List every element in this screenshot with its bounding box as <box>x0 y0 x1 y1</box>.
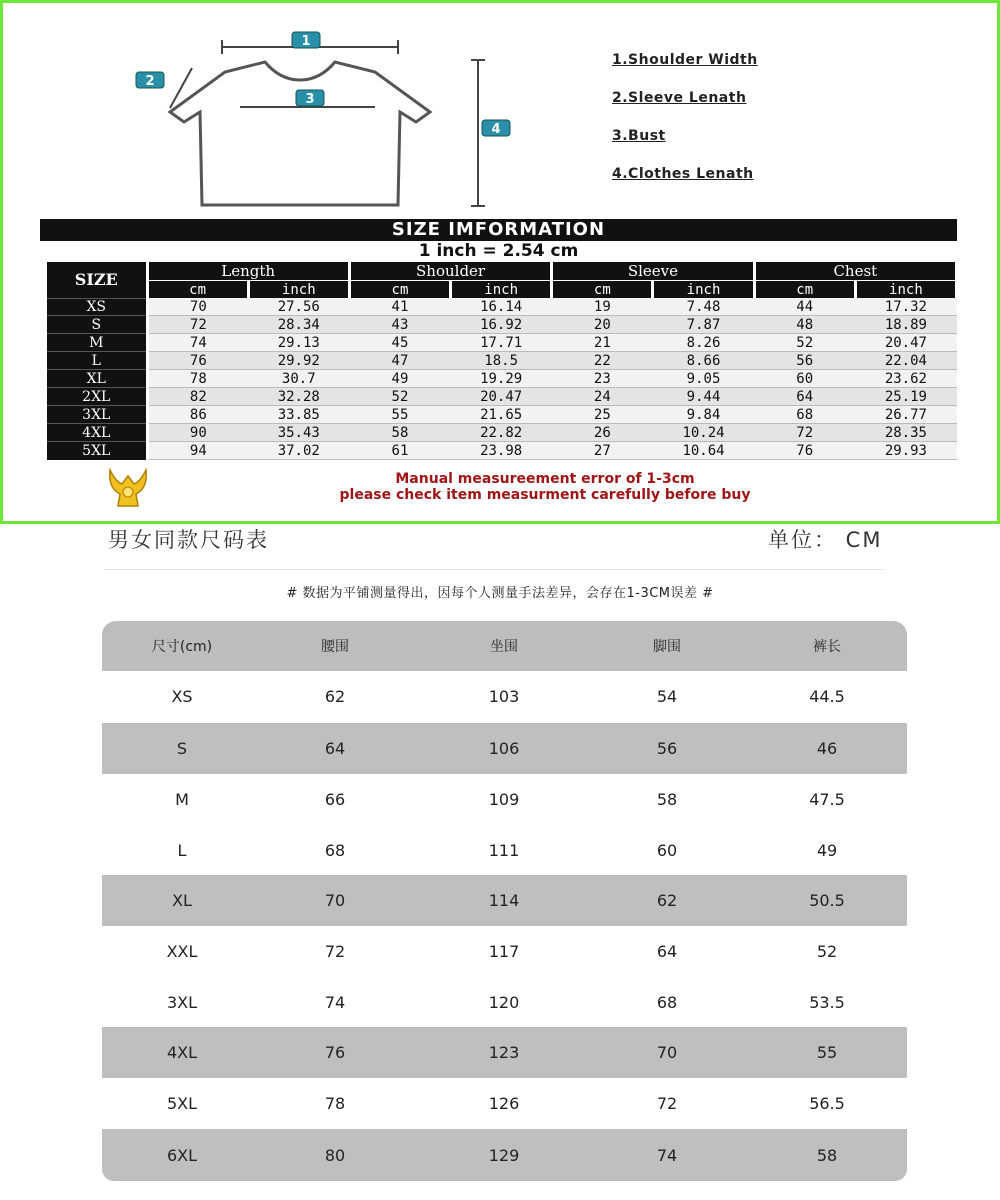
table-row <box>47 352 957 370</box>
table-cell: 55 <box>816 1043 838 1062</box>
tshirt-outline <box>170 62 430 205</box>
unit-header: inch <box>451 281 552 299</box>
table-cell: 54 <box>656 687 678 706</box>
size-label: L <box>47 352 147 370</box>
table-cell: 18.89 <box>855 316 956 334</box>
table-cell: 50.5 <box>809 891 845 910</box>
table-cell: 72 <box>324 942 346 961</box>
header-waist: 腰围 <box>321 639 349 655</box>
table-cell: 29.13 <box>248 334 349 352</box>
size-information-banner: SIZE IMFORMATION <box>40 219 957 241</box>
table-cell: 27 <box>552 442 653 460</box>
measurement-legend <box>612 52 758 204</box>
size-label: 2XL <box>47 388 147 406</box>
table-cell: 86 <box>147 406 248 424</box>
divider <box>104 569 884 570</box>
size-label: XS <box>171 687 193 706</box>
group-header-sleeve: Sleeve <box>552 262 754 281</box>
table-cell: 44 <box>754 298 855 316</box>
table-cell: 68 <box>656 992 678 1012</box>
table-row <box>102 926 907 977</box>
table-cell: 47.5 <box>809 790 845 809</box>
brand-logo <box>104 466 152 510</box>
size-label: 4XL <box>166 1043 198 1062</box>
table-cell: 9.05 <box>653 370 754 388</box>
table-row <box>47 388 957 406</box>
table-row <box>102 723 907 774</box>
size-label: S <box>47 316 147 334</box>
table-cell: 26 <box>552 424 653 442</box>
header-leg-opening: 脚围 <box>653 639 681 655</box>
table-cell: 64 <box>656 942 678 961</box>
table-cell: 19.29 <box>451 370 552 388</box>
header-size: 尺寸(cm) <box>151 639 213 655</box>
size-label: 4XL <box>47 424 147 442</box>
table-cell: 120 <box>488 992 520 1012</box>
table-cell: 19 <box>552 298 653 316</box>
table-cell: 61 <box>349 442 450 460</box>
badge-4: 4 <box>491 122 501 137</box>
table-row <box>102 774 907 825</box>
header-hip: 坐围 <box>490 639 518 655</box>
table-cell: 32.28 <box>248 388 349 406</box>
size-label: M <box>175 790 189 809</box>
table-row <box>47 442 957 460</box>
header-pants-length: 裤长 <box>813 639 841 655</box>
table-cell: 74 <box>656 1145 678 1165</box>
table-cell: 58 <box>349 424 450 442</box>
table-cell: 70 <box>147 298 248 316</box>
table-cell: 9.44 <box>653 388 754 406</box>
unit-label: 单位： CM <box>768 528 883 552</box>
note-line-1: Manual measureement error of 1-3cm <box>395 471 695 487</box>
table-cell: 117 <box>488 942 520 961</box>
table-cell: 56 <box>656 739 678 758</box>
table-cell: 60 <box>656 840 678 860</box>
table-cell: 21.65 <box>451 406 552 424</box>
table-cell: 72 <box>147 316 248 334</box>
table-cell: 129 <box>488 1145 520 1165</box>
pants-size-chart-title: 男女同款尺码表 <box>108 528 269 552</box>
table-cell: 103 <box>488 687 520 706</box>
table-cell: 62 <box>324 687 346 706</box>
table-cell: 111 <box>488 840 520 860</box>
table-cell: 26.77 <box>855 406 956 424</box>
table-cell: 24 <box>552 388 653 406</box>
table-cell: 16.92 <box>451 316 552 334</box>
table-cell: 33.85 <box>248 406 349 424</box>
table-cell: 17.71 <box>451 334 552 352</box>
table-cell: 25.19 <box>855 388 956 406</box>
table-cell: 58 <box>816 1145 838 1165</box>
tshirt-size-table <box>47 262 958 460</box>
size-label: L <box>177 840 187 860</box>
unit-header: inch <box>855 281 956 299</box>
size-label: M <box>47 334 147 352</box>
table-cell: 53.5 <box>809 992 845 1012</box>
table-cell: 22.82 <box>451 424 552 442</box>
table-cell: 52 <box>754 334 855 352</box>
table-cell: 78 <box>324 1094 346 1113</box>
table-cell: 109 <box>488 790 520 809</box>
table-cell: 48 <box>754 316 855 334</box>
table-cell: 30.7 <box>248 370 349 388</box>
unit-conversion: 1 inch = 2.54 cm <box>418 241 579 261</box>
table-cell: 68 <box>754 406 855 424</box>
table-row <box>102 977 907 1027</box>
table-cell: 64 <box>324 739 346 758</box>
unit-header: cm <box>552 281 653 299</box>
table-row <box>102 1078 907 1129</box>
table-cell: 35.43 <box>248 424 349 442</box>
table-cell: 27.56 <box>248 298 349 316</box>
table-cell: 52 <box>349 388 450 406</box>
table-row <box>102 1129 907 1181</box>
measurement-note <box>220 471 870 503</box>
size-label: XS <box>47 298 147 316</box>
table-row <box>47 334 957 352</box>
table-cell: 76 <box>754 442 855 460</box>
group-header-chest: Chest <box>754 262 956 281</box>
table-cell: 76 <box>147 352 248 370</box>
table-cell: 45 <box>349 334 450 352</box>
table-cell: 29.93 <box>855 442 956 460</box>
size-label: XL <box>172 891 192 910</box>
table-cell: 56.5 <box>809 1094 845 1113</box>
table-cell: 28.35 <box>855 424 956 442</box>
table-cell: 25 <box>552 406 653 424</box>
table-cell: 80 <box>324 1145 346 1165</box>
table-cell: 22 <box>552 352 653 370</box>
table-cell: 22.04 <box>855 352 956 370</box>
table-cell: 17.32 <box>855 298 956 316</box>
table-cell: 16.14 <box>451 298 552 316</box>
tshirt-diagram <box>130 20 530 220</box>
table-cell: 28.34 <box>248 316 349 334</box>
group-header-shoulder: Shoulder <box>349 262 551 281</box>
badge-3: 3 <box>305 92 315 107</box>
table-cell: 74 <box>324 992 346 1012</box>
table-cell: 7.48 <box>653 298 754 316</box>
table-cell: 10.24 <box>653 424 754 442</box>
table-cell: 47 <box>349 352 450 370</box>
table-cell: 70 <box>324 891 346 910</box>
table-cell: 76 <box>324 1043 346 1062</box>
size-label: 3XL <box>166 992 198 1012</box>
size-label: XXL <box>166 942 198 961</box>
table-cell: 62 <box>656 891 678 910</box>
table-cell: 37.02 <box>248 442 349 460</box>
unit-header: cm <box>754 281 855 299</box>
table-cell: 9.84 <box>653 406 754 424</box>
table-cell: 43 <box>349 316 450 334</box>
table-cell: 8.26 <box>653 334 754 352</box>
table-cell: 78 <box>147 370 248 388</box>
table-cell: 60 <box>754 370 855 388</box>
pants-measurement-note: # 数据为平铺测量得出，因每个人测量手法差异，会存在1-3CM误差 # <box>286 586 714 601</box>
table-cell: 52 <box>816 942 838 961</box>
table-row <box>102 1027 907 1078</box>
table-cell: 46 <box>816 739 838 758</box>
table-cell: 126 <box>488 1094 520 1113</box>
table-cell: 49 <box>816 840 838 860</box>
table-cell: 64 <box>754 388 855 406</box>
table-cell: 90 <box>147 424 248 442</box>
note-line-2: please check item measurment carefully before buy <box>339 487 751 503</box>
legend-clothes-length: 4.Clothes Lenath <box>612 166 754 182</box>
table-cell: 23.62 <box>855 370 956 388</box>
table-cell: 114 <box>488 891 520 910</box>
legend-shoulder-width: 1.Shoulder Width <box>612 52 758 68</box>
group-header-length: Length <box>147 262 349 281</box>
table-cell: 123 <box>488 1043 520 1062</box>
size-label: 5XL <box>47 442 147 460</box>
table-cell: 58 <box>656 790 678 809</box>
pants-size-table <box>102 621 907 1181</box>
size-label: 3XL <box>47 406 147 424</box>
table-cell: 23 <box>552 370 653 388</box>
unit-header: inch <box>653 281 754 299</box>
table-cell: 10.64 <box>653 442 754 460</box>
table-cell: 66 <box>324 790 346 809</box>
badge-1: 1 <box>301 34 311 49</box>
table-cell: 74 <box>147 334 248 352</box>
table-cell: 21 <box>552 334 653 352</box>
table-cell: 41 <box>349 298 450 316</box>
table-row <box>102 875 907 926</box>
table-row <box>47 406 957 424</box>
unit-header: cm <box>147 281 248 299</box>
table-cell: 72 <box>754 424 855 442</box>
unit-header: cm <box>349 281 450 299</box>
table-cell: 29.92 <box>248 352 349 370</box>
unit-header: inch <box>248 281 349 299</box>
pants-table-header <box>102 621 907 671</box>
legend-sleeve-length: 2.Sleeve Lenath <box>612 90 747 106</box>
table-cell: 72 <box>656 1094 678 1113</box>
table-row <box>102 825 907 875</box>
table-cell: 20.47 <box>855 334 956 352</box>
table-cell: 23.98 <box>451 442 552 460</box>
table-cell: 55 <box>349 406 450 424</box>
size-label: XL <box>47 370 147 388</box>
table-cell: 20 <box>552 316 653 334</box>
table-cell: 94 <box>147 442 248 460</box>
table-cell: 8.66 <box>653 352 754 370</box>
table-cell: 44.5 <box>809 687 845 706</box>
table-cell: 7.87 <box>653 316 754 334</box>
table-cell: 106 <box>488 739 520 758</box>
table-row <box>47 370 957 388</box>
table-cell: 49 <box>349 370 450 388</box>
table-row <box>47 424 957 442</box>
table-row <box>47 316 957 334</box>
size-label: 5XL <box>166 1094 198 1113</box>
badge-2: 2 <box>145 74 155 89</box>
table-cell: 68 <box>324 840 346 860</box>
table-cell: 20.47 <box>451 388 552 406</box>
legend-bust: 3.Bust <box>612 128 666 144</box>
size-header: SIZE <box>47 262 147 298</box>
table-row <box>102 671 907 722</box>
table-cell: 56 <box>754 352 855 370</box>
table-cell: 18.5 <box>451 352 552 370</box>
table-cell: 82 <box>147 388 248 406</box>
size-label: S <box>176 739 188 758</box>
table-row <box>47 298 957 316</box>
table-cell: 70 <box>656 1043 678 1062</box>
size-label: 6XL <box>166 1145 198 1165</box>
